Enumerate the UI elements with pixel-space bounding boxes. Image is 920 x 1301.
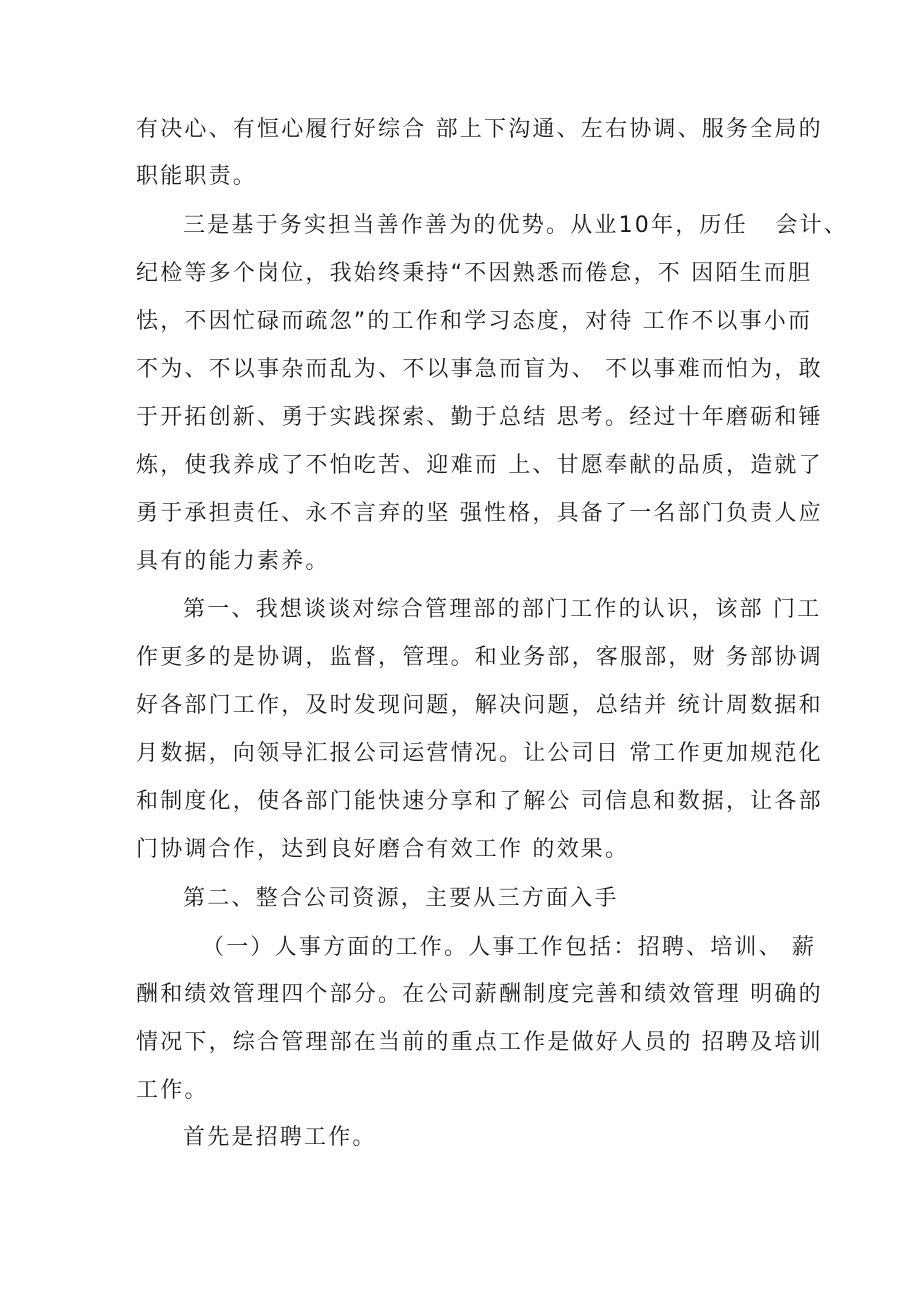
- text-line: 首先是招聘工作。: [183, 1125, 377, 1150]
- text-line: 三是基于务实担当善作善为的优势。从业10年，历任 会计、: [183, 213, 848, 238]
- text-line: 职能职责。: [136, 164, 258, 189]
- text-line: 情况下，综合管理部在当前的重点工作是做好人员的 招聘及培训: [136, 1030, 823, 1055]
- text-line: 作更多的是协调，监督，管理。和业务部，客服部，财 务部协调: [136, 645, 823, 670]
- text-line: 于开拓创新、勇于实践探索、勤于总结 思考。经过十年磨砺和锤: [136, 405, 823, 430]
- text-line: 勇于承担责任、永不言弃的坚 强性格，具备了一名部门负责人应: [136, 501, 823, 526]
- text-line: 门协调合作，达到良好磨合有效工作 的效果。: [136, 837, 630, 862]
- text-line: 月数据，向领导汇报公司运营情况。让公司日 常工作更加规范化: [136, 741, 823, 766]
- text-line: 不为、不以事杂而乱为、不以事急而盲为、 不以事难而怕为，敢: [136, 357, 823, 382]
- text-line: 第一、我想谈谈对综合管理部的部门工作的认识，该部 门工: [183, 597, 822, 622]
- text-line: 具有的能力素养。: [136, 549, 330, 574]
- text-line: 和制度化，使各部门能快速分享和了解公 司信息和数据，让各部: [136, 789, 823, 814]
- text-line: （一）人事方面的工作。人事工作包括：招聘、培训、 薪: [202, 935, 817, 960]
- text-line: 炼，使我养成了不怕吃苦、迎难而 上、甘愿奉献的品质，造就了: [136, 453, 823, 478]
- text-line: 有决心、有恒心履行好综合 部上下沟通、左右协调、服务全局的: [136, 117, 823, 142]
- text-line: 工作。: [136, 1078, 209, 1103]
- text-line: 第二、整合公司资源，主要从三方面入手: [183, 886, 619, 911]
- text-line: 酬和绩效管理四个部分。在公司薪酬制度完善和绩效管理 明确的: [136, 982, 823, 1007]
- text-line: 好各部门工作，及时发现问题，解决问题，总结并 统计周数据和: [136, 693, 823, 718]
- text-line: 纪检等多个岗位，我始终秉持“不因熟悉而倦怠，不 因陌生而胆: [136, 261, 813, 286]
- text-line: 怯，不因忙碌而疏忽”的工作和学习态度，对待 工作不以事小而: [136, 309, 813, 334]
